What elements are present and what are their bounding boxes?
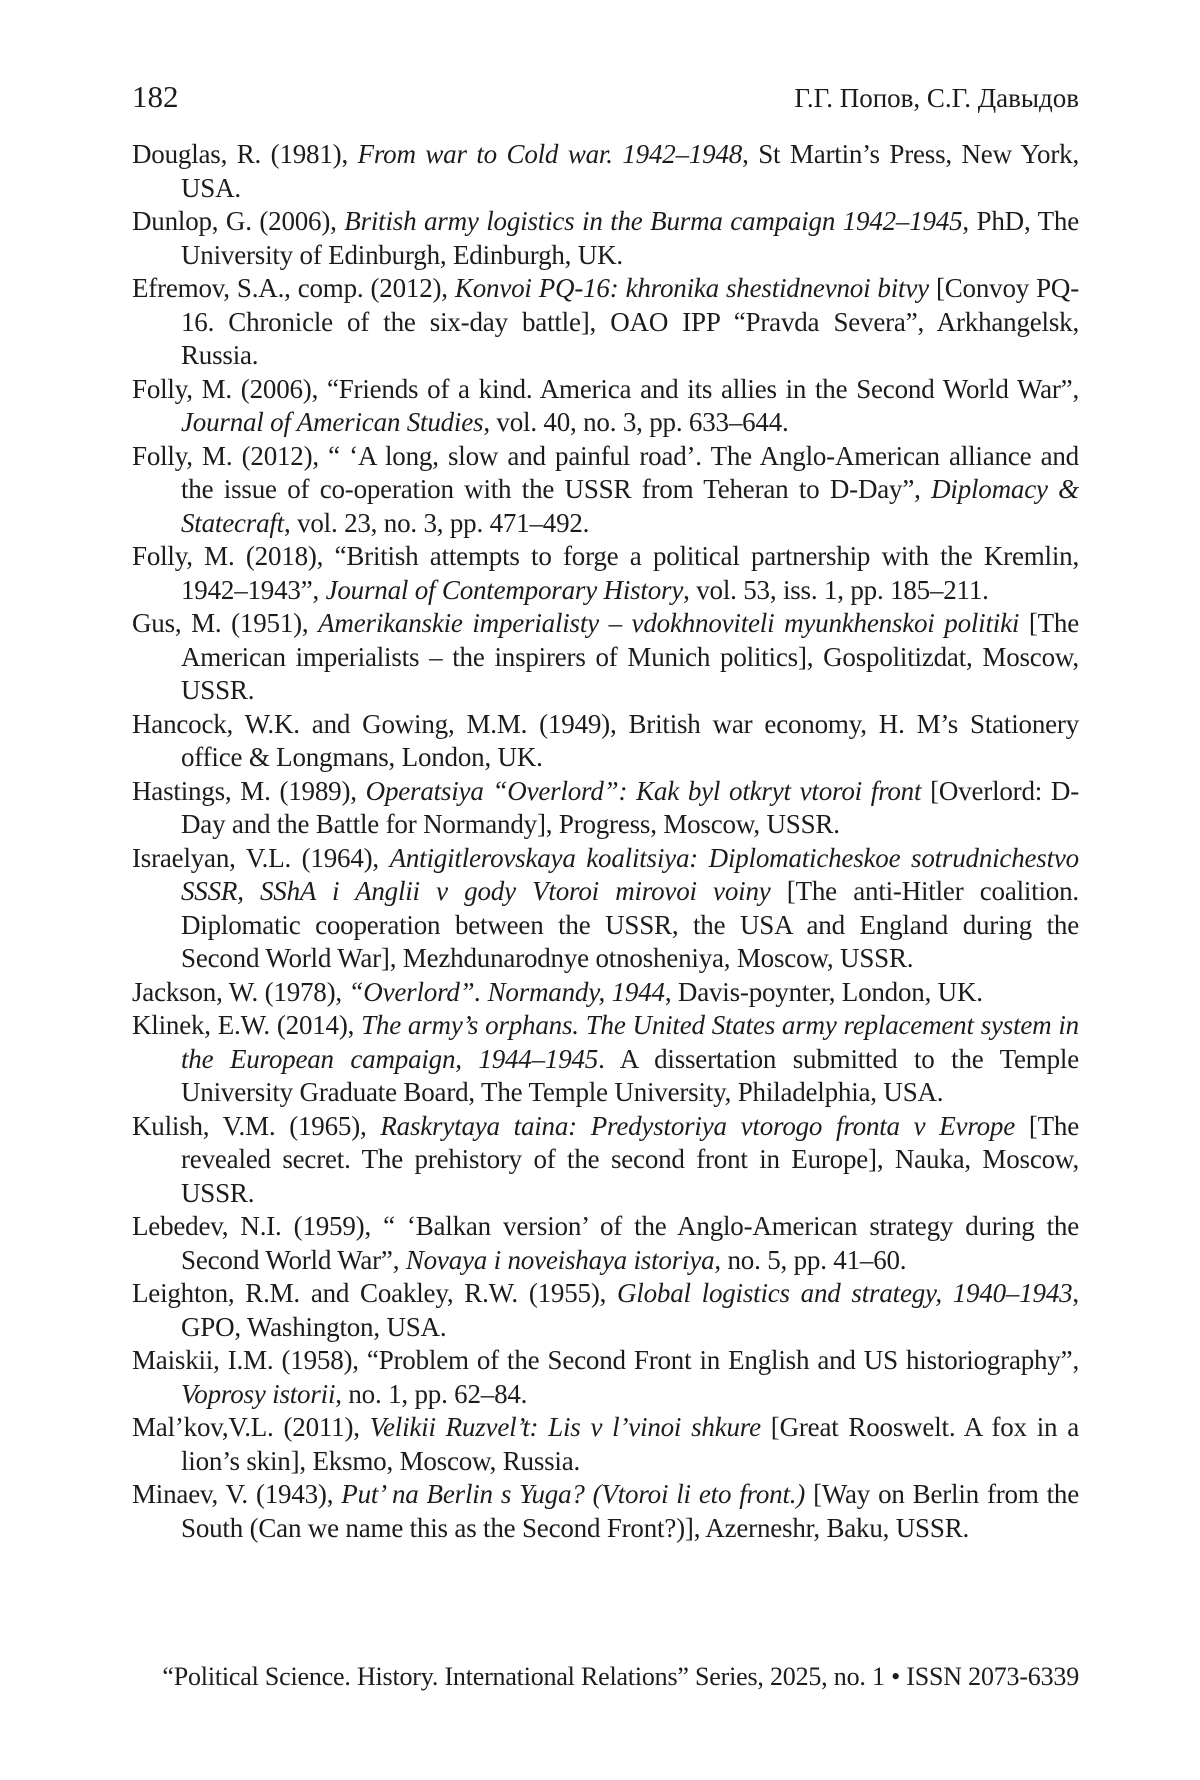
reference-entry xyxy=(132,1210,1079,1277)
reference-text: , vol. 23, no. 3, pp. 471–492. xyxy=(283,507,590,538)
running-header xyxy=(132,80,1079,115)
reference-title-italic: Global logistics and strategy, 1940–1943 xyxy=(617,1278,1073,1308)
reference-entry xyxy=(132,540,1079,607)
reference-text: [Way on Berlin from the South (Can we name this as the Second Front?)], Azerneshr, Baku, USSR. xyxy=(181,1479,1080,1543)
reference-text: , vol. 53, iss. 1, pp. 185–211. xyxy=(683,574,989,605)
reference-text: , no. 5, pp. 41–60. xyxy=(714,1244,907,1275)
reference-title-italic: Put’ na Berlin s Yuga? (Vtoroi li eto front.) xyxy=(341,1479,806,1509)
reference-entry xyxy=(132,205,1079,272)
reference-entry xyxy=(132,1478,1079,1545)
reference-title-italic: British army logistics in the Burma campaign 1942–1945 xyxy=(344,206,963,236)
reference-text: , vol. 40, no. 3, pp. 633–644. xyxy=(483,407,789,437)
reference-text: Hastings, M. (1989), xyxy=(132,775,366,806)
reference-entry xyxy=(132,976,1079,1010)
reference-text: Lebedev, N.I. (1959), “ ‘Balkan version’ of the Anglo-American strategy during the Second World War”, xyxy=(132,1211,1079,1275)
journal-footer xyxy=(132,1662,1079,1692)
reference-title-italic: Diplomacy & Statecraft xyxy=(181,474,1079,538)
reference-text: , GPO, Washington, USA. xyxy=(181,1278,1079,1342)
reference-title-italic: Antigitlerovskaya koalitsiya: Diplomaticheskoe sotrudnichestvo SSSR, SShA i Anglii v gody Vtoroi mirovoi voiny xyxy=(181,842,1079,906)
reference-text: , no. 1, pp. 62–84. xyxy=(335,1378,528,1409)
reference-title-italic: From war to Cold war. 1942–1948 xyxy=(357,139,743,169)
reference-text: Efremov, S.A., comp. (2012), xyxy=(132,273,455,303)
reference-entry xyxy=(132,1110,1079,1211)
reference-entry xyxy=(132,1344,1079,1411)
reference-text: Douglas, R. (1981), xyxy=(132,139,358,169)
reference-entry xyxy=(132,1411,1079,1478)
reference-entry xyxy=(132,272,1079,373)
reference-title-italic: Raskrytaya taina: Predystoriya vtorogo fronta v Evrope xyxy=(380,1110,1016,1141)
reference-title-italic: Voprosy istorii xyxy=(181,1378,336,1409)
reference-text: [Overlord: D-Day and the Battle for Normandy], Progress, Moscow, USSR. xyxy=(181,775,1079,839)
reference-title-italic: Novaya i noveishaya istoriya xyxy=(405,1244,715,1275)
reference-title-italic: “Overlord”. Normandy, 1944 xyxy=(348,976,665,1007)
reference-title-italic: Operatsiya “Overlord”: Kak byl otkryt vtoroi front xyxy=(365,775,922,806)
reference-text: Jackson, W. (1978), xyxy=(132,976,349,1007)
reference-text: [The revealed secret. The prehistory of the second front in Europe], Nauka, Moscow, USSR. xyxy=(181,1110,1079,1208)
reference-text: [The American imperialists – the inspirers of Munich politics], Gospolitizdat, Moscow, USSR. xyxy=(181,608,1080,705)
reference-text: Mal’kov,V.L. (2011), xyxy=(132,1412,370,1442)
reference-title-italic: Journal of Contemporary History xyxy=(325,574,684,605)
references-list xyxy=(132,138,1079,1545)
reference-entry xyxy=(132,440,1079,541)
reference-entry xyxy=(132,1009,1079,1110)
reference-text: , PhD, The University of Edinburgh, Edinburgh, UK. xyxy=(181,206,1079,270)
reference-text: . A dissertation submitted to the Temple University Graduate Board, The Temple University, Philadelphia, USA. xyxy=(181,1043,1079,1107)
reference-entry xyxy=(132,138,1079,205)
reference-text: Gus, M. (1951), xyxy=(132,608,319,638)
reference-text: Folly, M. (2006), “Friends of a kind. America and its allies in the Second World War”, xyxy=(132,373,1079,404)
reference-text: Folly, M. (2012), “ ‘A long, slow and painful road’. The Anglo-American alliance and the issue of co-operation with the USSR from Teheran to D-Day”, xyxy=(132,440,1079,504)
reference-text: Folly, M. (2018), “British attempts to forge a political partnership with the Kremlin, 1942–1943”, xyxy=(132,541,1079,605)
reference-entry xyxy=(132,607,1079,708)
reference-text: [The anti-Hitler coalition. Diplomatic cooperation between the USSR, the USA and England during the Second World War], Mezhdunarodnye otnosheniya, Moscow, USSR. xyxy=(181,876,1079,973)
reference-entry xyxy=(132,775,1079,842)
reference-title-italic: Konvoi PQ-16: khronika shestidnevnoi bitvy xyxy=(454,273,929,303)
running-header-authors: Г.Г. Попов, С.Г. Давыдов xyxy=(794,83,1079,113)
reference-text: Leighton, R.M. and Coakley, R.W. (1955), xyxy=(132,1278,617,1308)
reference-entry xyxy=(132,1277,1079,1344)
reference-title-italic: Amerikanskie imperialisty – vdokhnoviteli myunkhenskoi politiki xyxy=(318,608,1020,638)
reference-text: [Convoy PQ-16. Chronicle of the six-day battle], OAO IPP “Pravda Severa”, Arkhangelsk, Russia. xyxy=(181,273,1080,370)
journal-footer-text: “Political Science. History. International Relations” Series, 2025, no. 1 • ISSN 2073-6339 xyxy=(162,1662,1079,1691)
reference-text: [Great Rooswelt. A fox in a lion’s skin], Eksmo, Moscow, Russia. xyxy=(181,1412,1079,1476)
reference-text: Israelyan, V.L. (1964), xyxy=(132,842,390,873)
reference-text: Minaev, V. (1943), xyxy=(132,1479,342,1509)
reference-text: , St Martin’s Press, New York, USA. xyxy=(181,139,1080,203)
reference-title-italic: Velikii Ruzvel’t: Lis v l’vinoi shkure xyxy=(369,1412,761,1442)
reference-entry xyxy=(132,708,1079,775)
reference-text: , Davis-poynter, London, UK. xyxy=(664,976,983,1007)
reference-entry xyxy=(132,373,1079,440)
page-number: 182 xyxy=(132,79,179,114)
reference-text: Klinek, E.W. (2014), xyxy=(132,1010,362,1040)
reference-title-italic: Journal of American Studies xyxy=(181,407,484,437)
reference-text: Dunlop, G. (2006), xyxy=(132,206,345,236)
reference-title-italic: The army’s orphans. The United States army replacement system in the European campaign, 1944–1945 xyxy=(181,1010,1079,1074)
reference-text: Maiskii, I.M. (1958), “Problem of the Second Front in English and US historiography”, xyxy=(132,1345,1079,1375)
reference-entry xyxy=(132,842,1079,976)
reference-text: Hancock, W.K. and Gowing, M.M. (1949), British war economy, H. M’s Stationery office & Longmans, London, UK. xyxy=(132,708,1079,772)
reference-text: Kulish, V.M. (1965), xyxy=(132,1110,381,1141)
